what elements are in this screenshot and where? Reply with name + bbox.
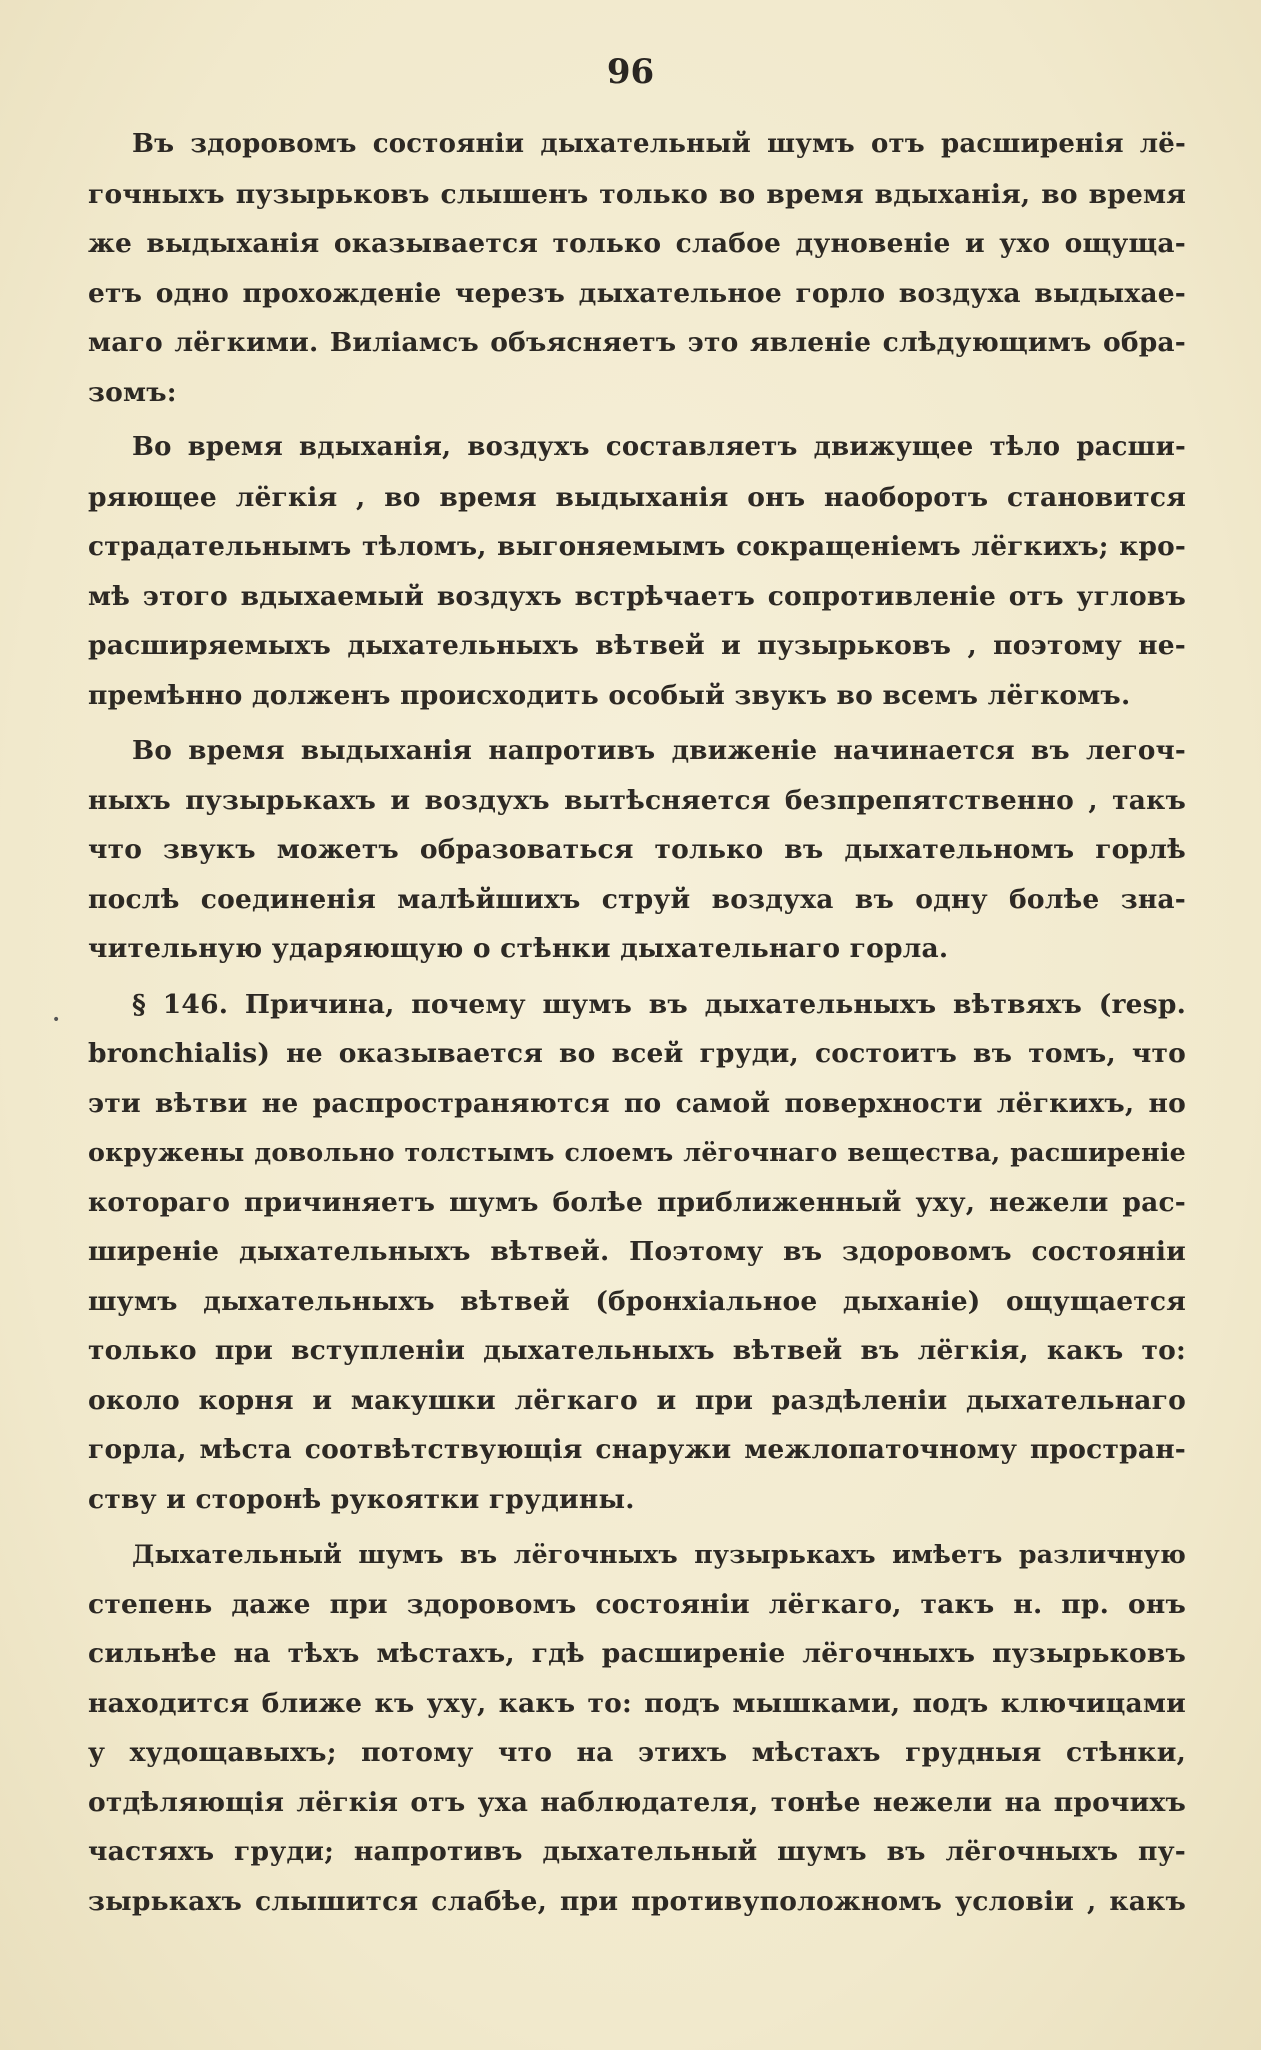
text-line: bronchialis) не оказывается во всей груди, состоитъ въ томъ, что bbox=[88, 1038, 1186, 1069]
text-line: Дыхательный шумъ въ лёгочныхъ пузырькахъ имѣетъ различную bbox=[132, 1539, 1186, 1569]
text-line: Въ здоровомъ состояніи дыхательный шумъ отъ расширенія лё- bbox=[132, 129, 1186, 159]
text-line: степень даже при здоровомъ состояніи лёгкаго, такъ н. пр. онъ bbox=[88, 1588, 1186, 1620]
text-line: мѣ этого вдыхаемый воздухъ встрѣчаетъ сопротивленіе отъ угловъ bbox=[88, 580, 1186, 612]
paragraph-5 bbox=[88, 1530, 1186, 1926]
text-line: котораго причиняетъ шумъ болѣе приближенный уху, нежели рас- bbox=[88, 1186, 1186, 1218]
text-line: частяхъ груди; напротивъ дыхательный шумъ въ лёгочныхъ пу- bbox=[88, 1836, 1186, 1867]
text-line: чительную ударяющую о стѣнки дыхательнаго горла. bbox=[88, 933, 949, 964]
text-line: шумъ дыхательныхъ вѣтвей (бронхіальное дыханіе) ощущается bbox=[88, 1285, 1186, 1317]
text-line: гочныхъ пузырьковъ слышенъ только во время вдыханія, во время bbox=[88, 178, 1186, 210]
text-line: находится ближе къ уху, какъ то: подъ мышками, подъ ключицами bbox=[88, 1687, 1186, 1719]
text-line: зырькахъ слышится слабѣе, при противуположномъ условіи , какъ bbox=[88, 1885, 1186, 1917]
text-line: ству и сторонѣ рукоятки грудины. bbox=[88, 1483, 635, 1515]
paragraph-4-section-146 bbox=[88, 980, 1186, 1525]
text-line: горла, мѣста соотвѣтствующія снаружи межлопаточному простран- bbox=[88, 1434, 1186, 1465]
text-line: ширеніе дыхательныхъ вѣтвей. Поэтому въ здоровомъ состояніи bbox=[88, 1236, 1186, 1267]
text-line: послѣ соединенія малѣйшихъ струй воздуха въ одну болѣе зна- bbox=[88, 883, 1186, 915]
text-line: эти вѣтви не распространяются по самой поверхности лёгкихъ, но bbox=[88, 1087, 1186, 1119]
text-line: у худощавыхъ; потому что на этихъ мѣстахъ грудныя стѣнки, bbox=[88, 1737, 1186, 1768]
text-line: сильнѣе на тѣхъ мѣстахъ, гдѣ расширеніе лёгочныхъ пузырьковъ bbox=[88, 1638, 1186, 1669]
text-line: премѣнно долженъ происходить особый звукъ во всемъ лёгкомъ. bbox=[88, 679, 1131, 711]
margin-dot: • bbox=[52, 1012, 61, 1028]
paragraph-3 bbox=[88, 726, 1186, 974]
body-text bbox=[88, 120, 1186, 1932]
text-line: около корня и макушки лёгкаго и при раздѣленіи дыхательнаго bbox=[88, 1384, 1186, 1416]
text-line: окружены довольно толстымъ слоемъ лёгочнаго вещества, расширеніе bbox=[88, 1137, 1186, 1167]
text-line: страдательнымъ тѣломъ, выгоняемымъ сокращеніемъ лёгкихъ; кро- bbox=[88, 531, 1186, 562]
text-line: зомъ: bbox=[88, 376, 177, 408]
text-line: маго лёгкими. Виліамсъ объясняетъ это явленіе слѣдующимъ обра- bbox=[88, 327, 1186, 358]
text-line: ряющее лёгкія , во время выдыханія онъ наоборотъ становится bbox=[88, 481, 1186, 513]
text-line: только при вступленіи дыхательныхъ вѣтвей въ лёгкія, какъ то: bbox=[88, 1335, 1186, 1366]
paragraph-1 bbox=[88, 120, 1186, 417]
text-line: расширяемыхъ дыхательныхъ вѣтвей и пузырьковъ , поэтому не- bbox=[88, 630, 1186, 661]
paragraph-2 bbox=[88, 423, 1186, 720]
page-number: 96 bbox=[606, 52, 655, 92]
text-line: отдѣляющія лёгкія отъ уха наблюдателя, тонѣе нежели на прочихъ bbox=[88, 1786, 1186, 1818]
text-line: что звукъ можетъ образоваться только въ дыхательномъ горлѣ bbox=[88, 834, 1186, 865]
text-line: Во время выдыханія напротивъ движеніе начинается въ легоч- bbox=[132, 735, 1186, 766]
text-line: Во время вдыханія, воздухъ составляетъ движущее тѣло расши- bbox=[132, 432, 1186, 462]
text-line: § 146. Причина, почему шумъ въ дыхательныхъ вѣтвяхъ (resp. bbox=[132, 988, 1186, 1020]
text-line: етъ одно прохожденіе черезъ дыхательное горло воздуха выдыхае- bbox=[88, 277, 1186, 309]
text-line: ныхъ пузырькахъ и воздухъ вытѣсняется безпрепятственно , такъ bbox=[88, 784, 1186, 816]
text-line: же выдыханія оказывается только слабое дуновеніе и ухо ощуща- bbox=[88, 228, 1186, 259]
